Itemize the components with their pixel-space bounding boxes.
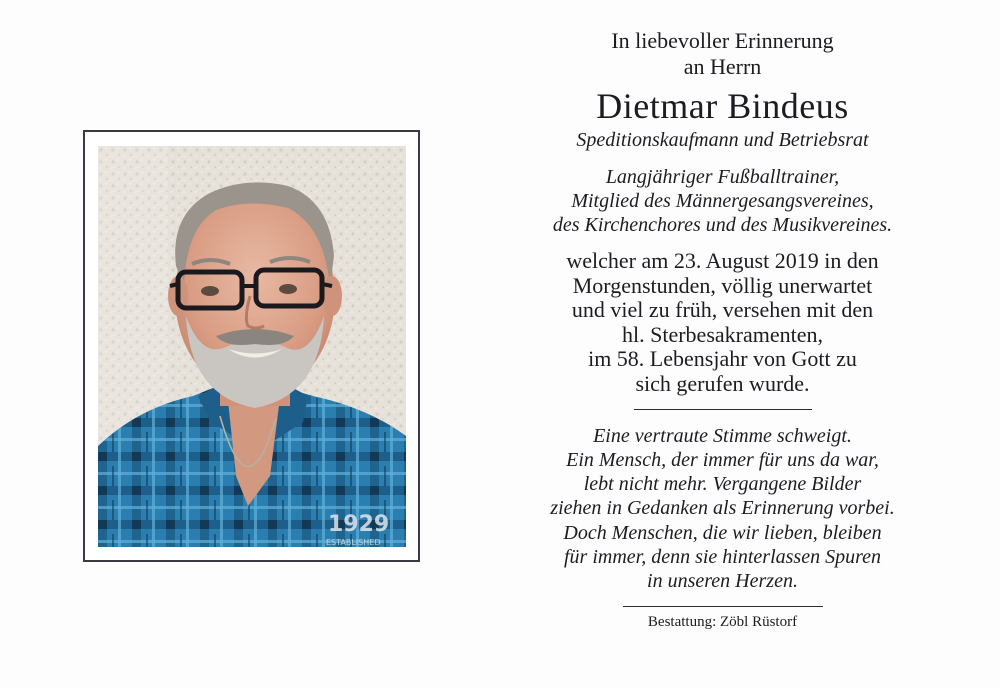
profession: Speditionskaufmann und Betriebsrat: [576, 129, 869, 151]
shirt-print: 1929: [328, 512, 390, 537]
poem: [500, 424, 945, 594]
death-notice: [500, 249, 945, 397]
portrait-illustration: [98, 146, 406, 547]
death-line: Morgenstunden, völlig unerwartet: [572, 272, 873, 298]
poem-line: lebt nicht mehr. Vergangene Bilder: [583, 473, 862, 496]
undertaker: Bestattung: Zöbl Rüstorf: [647, 613, 798, 630]
role-line: Langjähriger Fußballtrainer,: [605, 166, 840, 188]
photo-frame: [83, 130, 420, 562]
poem-line: Eine vertraute Stimme schweigt.: [593, 424, 852, 447]
deceased-name: Dietmar Bindeus: [596, 86, 849, 126]
death-line: hl. Sterbesakramenten,: [622, 321, 823, 347]
death-line: im 58. Lebensjahr von Gott zu: [588, 346, 857, 372]
poem-line: Ein Mensch, der immer für uns da war,: [566, 448, 879, 471]
role-line: Mitglied des Männergesangsvereines,: [571, 190, 874, 212]
poem-line: für immer, denn sie hinterlassen Spuren: [563, 546, 881, 569]
poem-line: ziehen in Gedanken als Erinnerung vorbei.: [550, 497, 895, 520]
divider: [623, 606, 823, 607]
poem-line: Doch Menschen, die wir lieben, bleiben: [563, 521, 882, 544]
role-line: des Kirchenchores und des Musikvereines.: [552, 214, 893, 236]
intro-line: an Herrn: [683, 54, 762, 79]
shirt-print-sub: ESTABLISHED: [326, 538, 381, 547]
divider: [634, 409, 812, 410]
intro-line: In liebevoller Erinnerung: [611, 28, 834, 53]
death-line: sich gerufen wurde.: [635, 370, 810, 396]
roles-block: [500, 165, 945, 237]
intro: [500, 28, 945, 80]
memorial-text: [500, 28, 945, 631]
death-line: welcher am 23. August 2019 in den: [566, 248, 879, 273]
poem-line: in unseren Herzen.: [647, 570, 798, 593]
portrait-photo-icon: [98, 146, 406, 547]
death-line: und viel zu früh, versehen mit den: [571, 297, 874, 323]
